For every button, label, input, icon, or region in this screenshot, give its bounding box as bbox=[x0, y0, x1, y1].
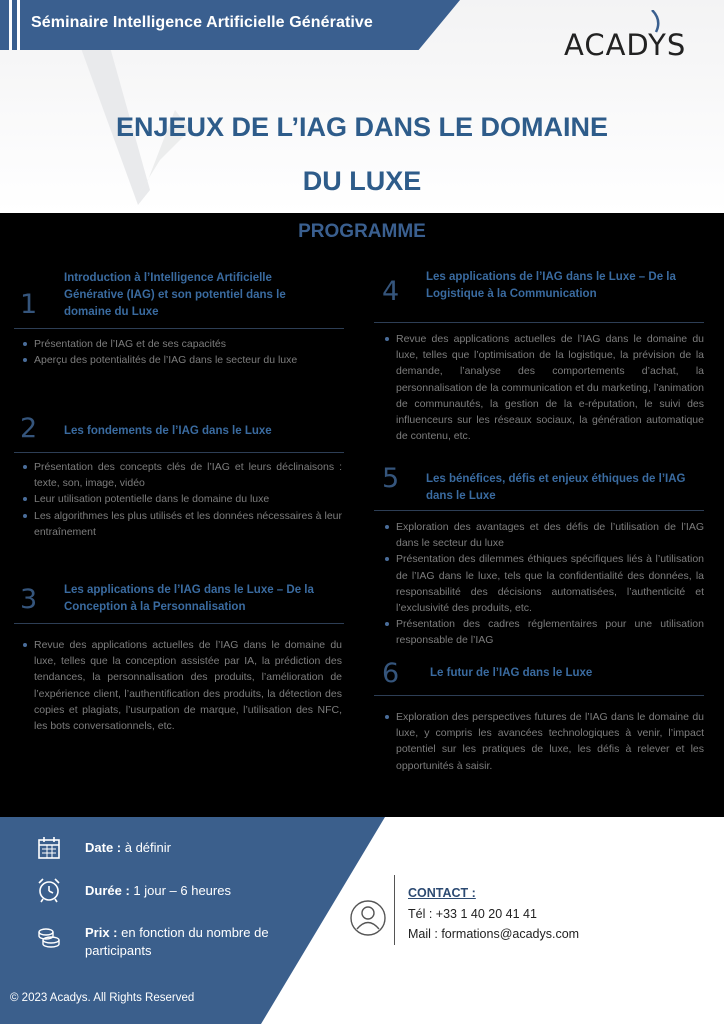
contact-divider bbox=[394, 875, 395, 945]
bullet-item: Présentation des concepts clés de l’IAG et leurs déclinaisons : texte, son, image, vidéo bbox=[22, 459, 342, 491]
duree-label: Durée : bbox=[85, 883, 130, 898]
section-bullets bbox=[22, 459, 342, 540]
coins-icon bbox=[36, 924, 62, 950]
calendar-icon bbox=[36, 835, 62, 861]
copyright: © 2023 Acadys. All Rights Reserved bbox=[10, 992, 195, 1004]
bullet-item: Exploration des perspectives futures de l’IAG dans le domaine du luxe, y compris les avancées technologiques à venir, l’impact potentiel sur les pratiques de luxe, les défis à relever et les opportunités à saisir. bbox=[384, 709, 704, 774]
prix-value: en fonction du nombre de participants bbox=[85, 925, 269, 958]
date-value: à définir bbox=[121, 840, 171, 855]
section-number: 6 bbox=[382, 658, 400, 689]
bullet-item: Leur utilisation potentielle dans le domaine du luxe bbox=[22, 491, 342, 507]
section-title: Introduction à l’Intelligence Artificielle Générative (IAG) et son potentiel dans le domaine du Luxe bbox=[64, 272, 286, 318]
section-divider bbox=[14, 452, 344, 453]
section-bullets bbox=[22, 637, 342, 734]
section-divider bbox=[14, 328, 344, 329]
bullet-item: Présentation des dilemmes éthiques spécifiques liés à l’utilisation de l’IAG dans le luxe, tels que la confidentialité des données, la responsabilité des décisions automatisées, l’authenticité et l’exclusivité des produits, etc. bbox=[384, 551, 704, 616]
duree-info bbox=[85, 882, 285, 900]
section-number: 3 bbox=[20, 584, 38, 615]
acadys-logo bbox=[564, 8, 704, 62]
alarm-clock-icon bbox=[36, 877, 62, 903]
contact-title: CONTACT : bbox=[408, 886, 476, 900]
section-divider bbox=[374, 695, 704, 696]
section-title: Les fondements de l’IAG dans le Luxe bbox=[64, 425, 272, 437]
section-number: 5 bbox=[382, 463, 400, 494]
section-bullets bbox=[384, 331, 704, 444]
date-info bbox=[85, 839, 285, 857]
page-title-line2: DU LUXE bbox=[302, 166, 422, 196]
date-label: Date : bbox=[85, 840, 122, 855]
section-title: Les applications de l’IAG dans le Luxe – De la Conception à la Personnalisation bbox=[64, 584, 314, 613]
section-number: 1 bbox=[20, 289, 38, 320]
logo-text: ACADYS bbox=[564, 28, 687, 62]
seminar-banner-text: Séminaire Intelligence Artificielle Générative bbox=[31, 14, 373, 31]
bullet-item: Présentation de l’IAG et de ses capacités bbox=[22, 336, 342, 352]
bullet-item: Présentation des cadres réglementaires pour une utilisation responsable de l’IAG bbox=[384, 616, 704, 648]
bullet-item: Exploration des avantages et des défis de l’utilisation de l’IAG dans le secteur du luxe bbox=[384, 519, 704, 551]
section-title: Les bénéfices, défis et enjeux éthiques de l’IAG dans le Luxe bbox=[426, 473, 686, 502]
section-title: Le futur de l’IAG dans le Luxe bbox=[430, 667, 593, 679]
duree-value: 1 jour – 6 heures bbox=[129, 883, 231, 898]
bullet-item: Les algorithmes les plus utilisés et les données nécessaires à leur entraînement bbox=[22, 508, 342, 540]
section-number: 4 bbox=[382, 276, 400, 307]
page-title-line1: ENJEUX DE L’IAG DANS LE DOMAINE bbox=[115, 112, 609, 142]
bullet-item: Revue des applications actuelles de l’IAG dans le domaine du luxe, telles que la conception assistée par IA, la prédiction des tendances, la personnalisation des produits, l’amélioration de l’expérience client, l’authentification des produits, la détection des copies et plagiats, l’usurpation de marque, l’utilisation des NFC, les bots conversationnels, etc. bbox=[22, 637, 342, 734]
programme-title: PROGRAMME bbox=[298, 221, 426, 242]
contact-email[interactable]: Mail : formations@acadys.com bbox=[408, 927, 580, 941]
section-number: 2 bbox=[20, 413, 38, 444]
bullet-item: Revue des applications actuelles de l’IAG dans le domaine du luxe, telles que l’optimisation de la logistique, la prévision de la demande, l’analyse des comportements d’achat, la personnalisation de la communication et du marketing, l’animation de communautés, la gestion de la e-réputation, le suivi des influenceurs sur les réseaux sociaux, la génération automatique de contenu, etc. bbox=[384, 331, 704, 444]
section-bullets bbox=[22, 336, 342, 368]
section-divider bbox=[374, 322, 704, 323]
section-title: Les applications de l’IAG dans le Luxe – De la Logistique à la Communication bbox=[426, 271, 676, 300]
section-bullets bbox=[384, 709, 704, 774]
banner-stripe bbox=[9, 0, 12, 50]
logo-swoosh-icon bbox=[648, 10, 668, 34]
person-icon bbox=[348, 898, 388, 938]
header bbox=[0, 0, 724, 213]
bullet-item: Aperçu des potentialités de l’IAG dans le secteur du luxe bbox=[22, 352, 342, 368]
contact-phone[interactable]: Tél : +33 1 40 20 41 41 bbox=[408, 907, 537, 921]
banner-stripe bbox=[17, 0, 20, 50]
prix-label: Prix : bbox=[85, 925, 118, 940]
section-divider bbox=[14, 623, 344, 624]
section-divider bbox=[374, 510, 704, 511]
prix-info bbox=[85, 924, 270, 960]
section-bullets bbox=[384, 519, 704, 649]
